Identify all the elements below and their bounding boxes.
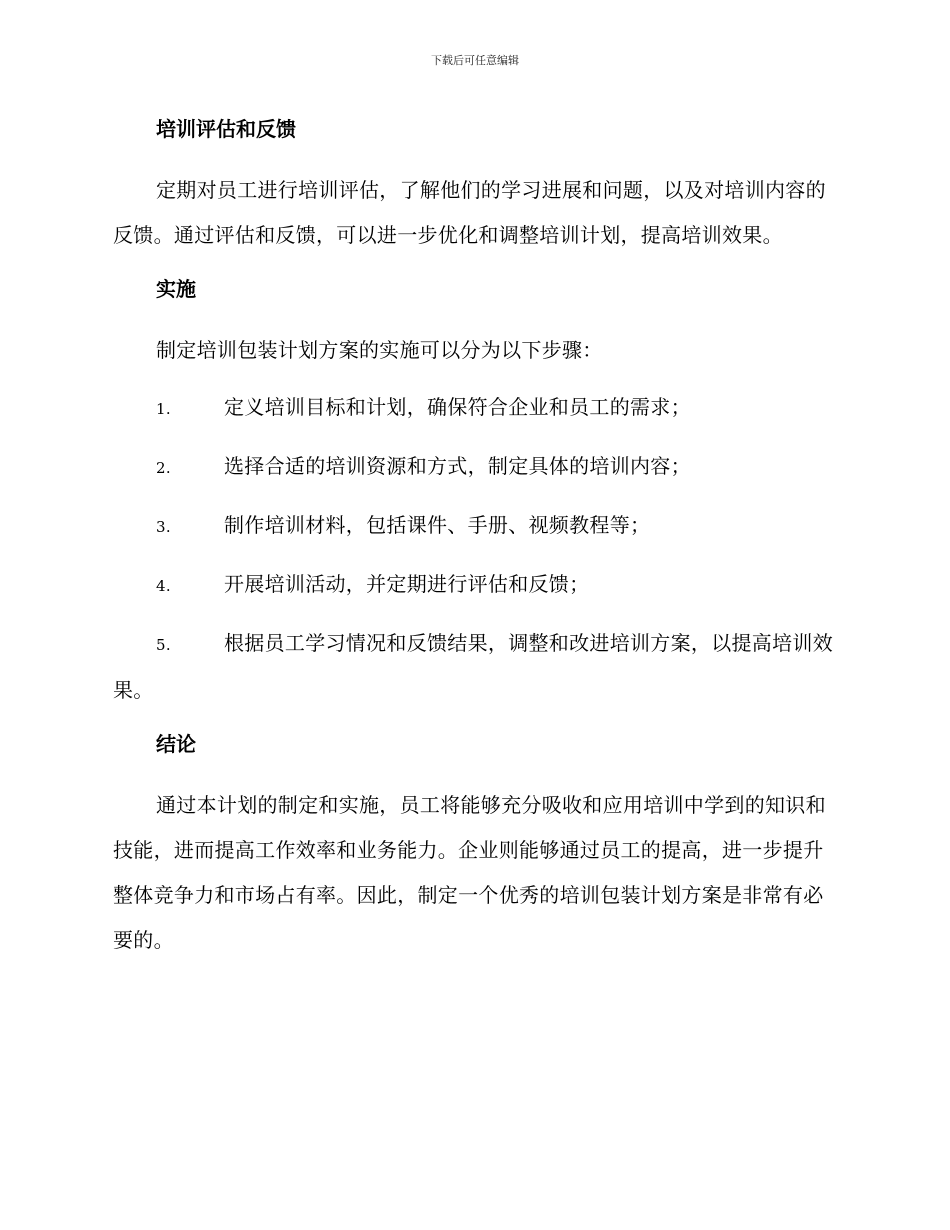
implementation-steps-list (113, 385, 835, 713)
list-item (113, 503, 835, 550)
list-item (113, 562, 835, 609)
section-paragraph-conclusion: 通过本计划的制定和实施，员工将能够充分吸收和应用培训中学到的知识和技能，进而提高工作效率和业务能力。企业则能够通过员工的提高，进一步提升整体竞争力和市场占有率。因此，制定一个优秀的培训包装计划方案是非常有必要的。 (113, 793, 826, 952)
section-heading-implementation: 实施 (156, 277, 196, 301)
list-item (113, 444, 835, 491)
section-heading-evaluation: 培训评估和反馈 (156, 117, 296, 141)
list-item-text: 制作培训材料，包括课件、手册、视频教程等； (224, 513, 651, 537)
list-item-text: 定义培训目标和计划，确保符合企业和员工的需求； (224, 395, 691, 419)
list-item-text: 选择合适的培训资源和方式，制定具体的培训内容； (224, 454, 691, 478)
list-item-number: 2. (156, 459, 171, 477)
list-item (113, 621, 835, 713)
list-item (113, 385, 835, 432)
list-item-number: 4. (156, 577, 171, 595)
list-item-number: 3. (156, 518, 171, 536)
header-note: 下载后可任意编辑 (431, 54, 519, 67)
document-body (113, 110, 835, 975)
section-heading-conclusion: 结论 (156, 732, 196, 756)
list-item-number: 1. (156, 400, 171, 418)
list-item-text: 根据员工学习情况和反馈结果，调整和改进培训方案，以提高培训效果。 (113, 631, 833, 702)
section-paragraph-evaluation: 定期对员工进行培训评估，了解他们的学习进展和问题，以及对培训内容的反馈。通过评估和反馈，可以进一步优化和调整培训计划，提高培训效果。 (113, 178, 826, 247)
list-item-number: 5. (156, 636, 171, 654)
section-intro-implementation: 制定培训包装计划方案的实施可以分为以下步骤： (156, 338, 603, 362)
list-item-text: 开展培训活动，并定期进行评估和反馈； (224, 572, 590, 596)
